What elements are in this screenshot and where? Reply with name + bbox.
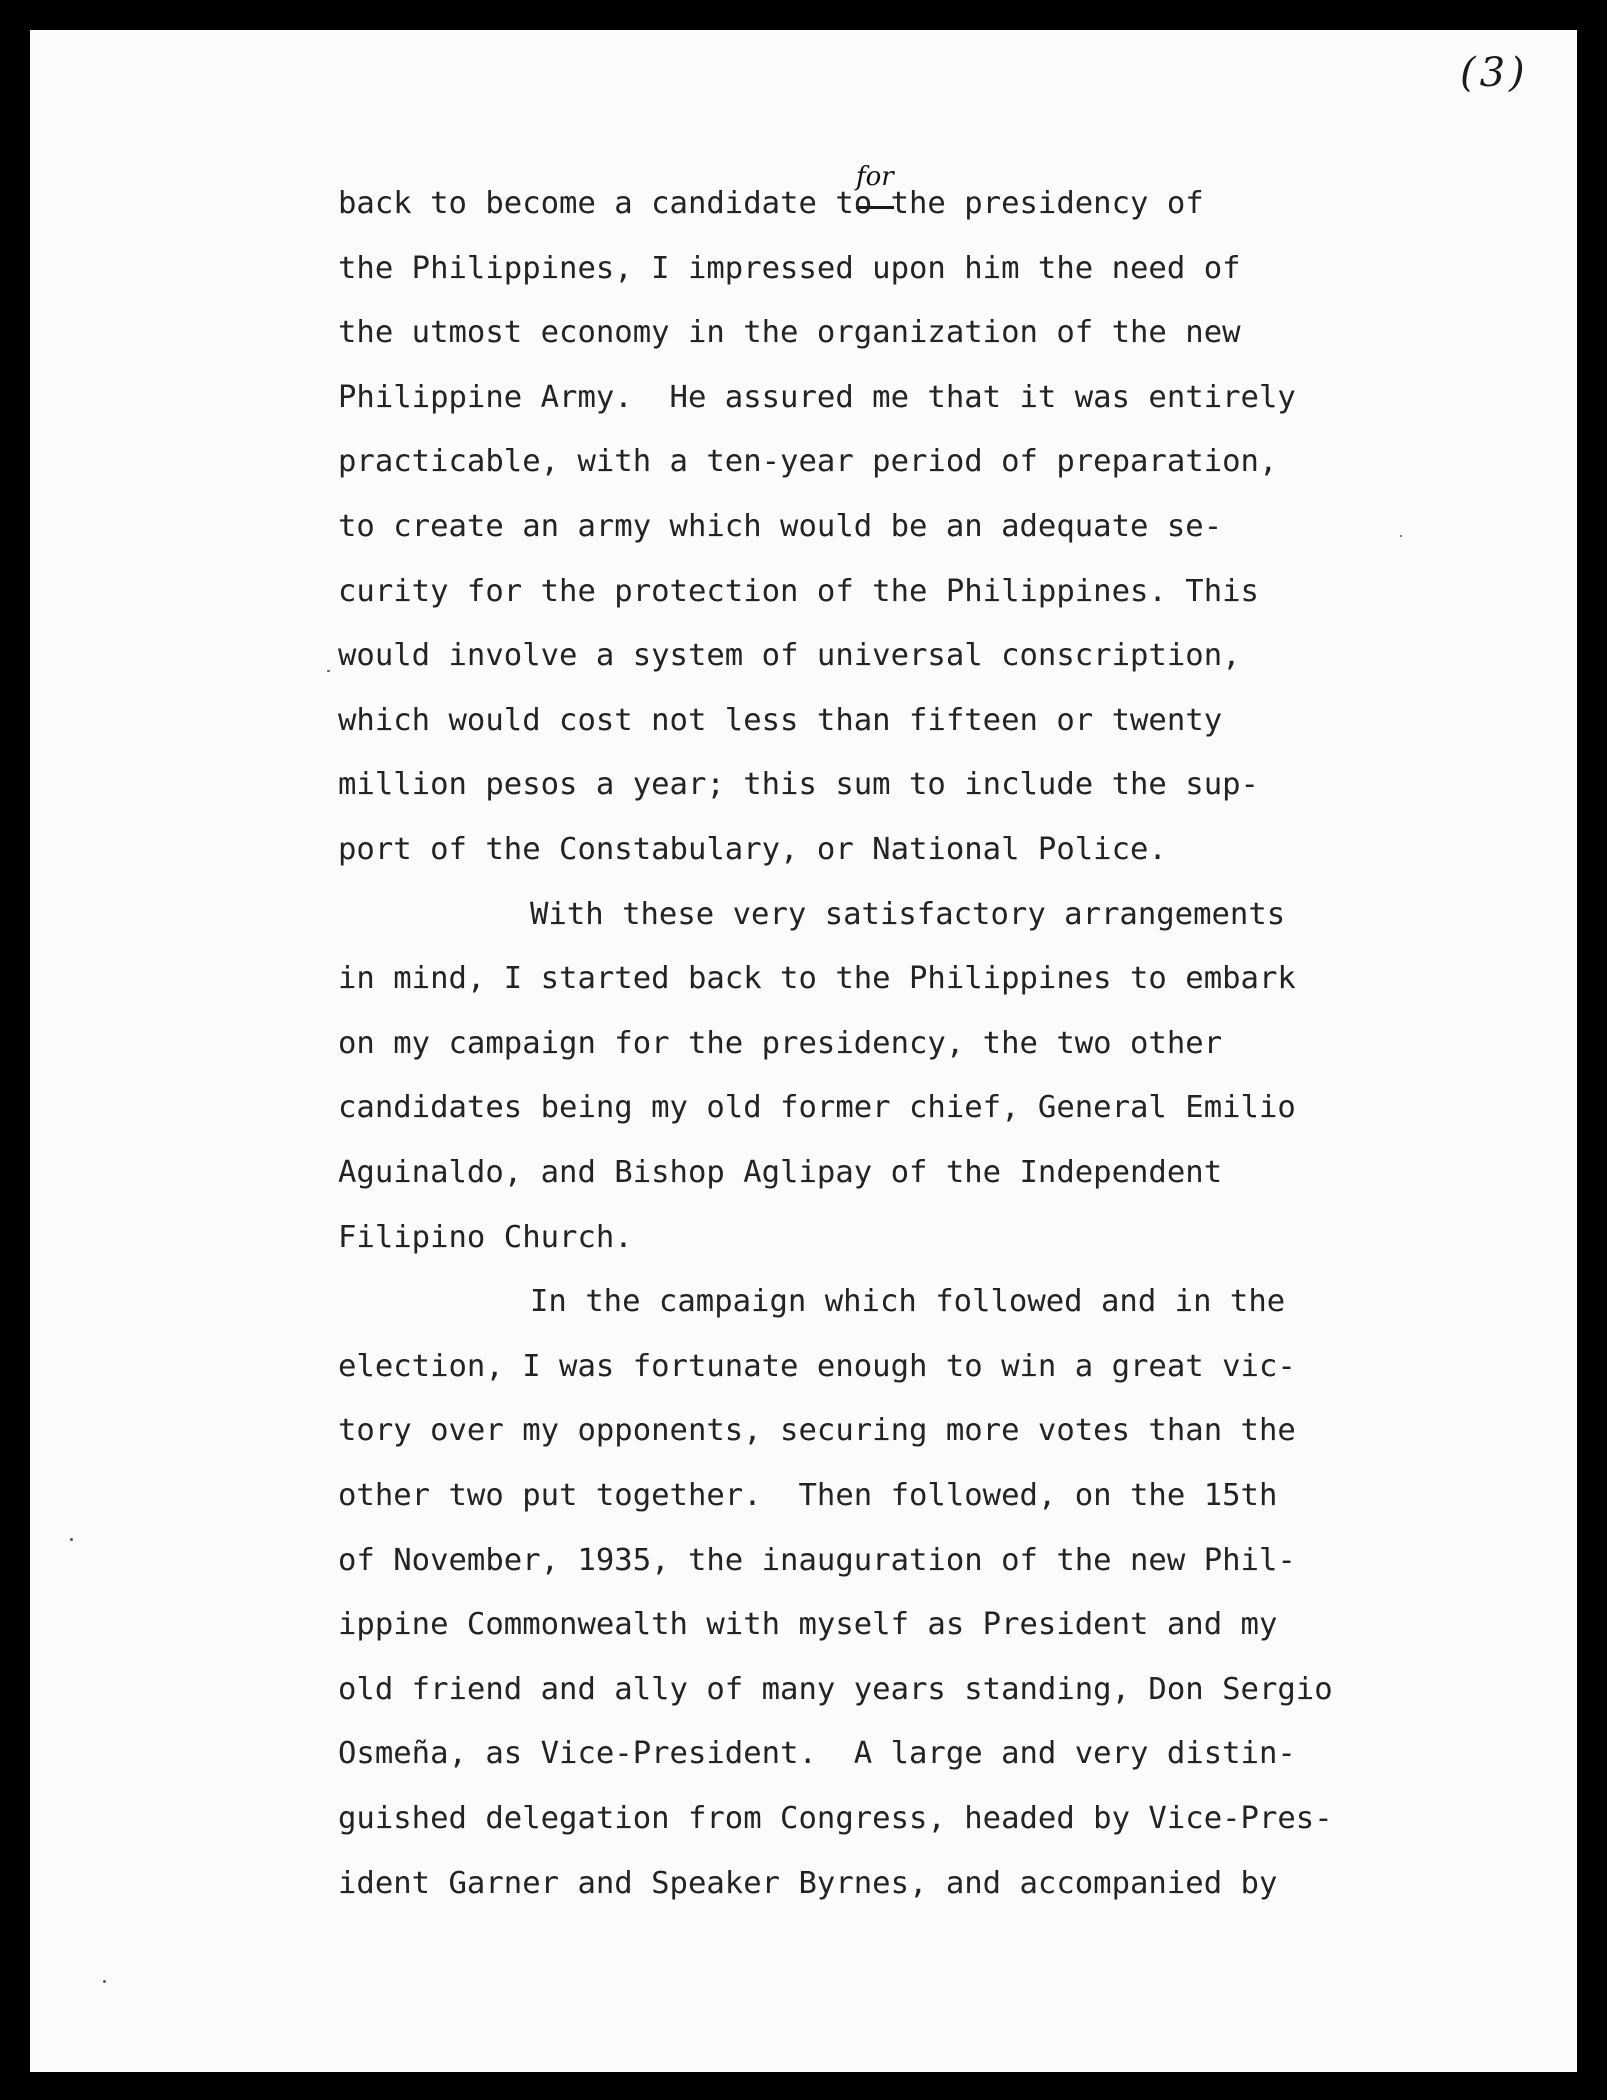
text-line: ippine Commonwealth with myself as President and my	[338, 1607, 1278, 1643]
text-line: in mind, I started back to the Philippines to embark	[338, 961, 1296, 997]
text-line: Philippine Army. He assured me that it was entirely	[338, 379, 1296, 415]
text-line: the utmost economy in the organization of the new	[338, 315, 1241, 351]
text-line: Filipino Church.	[338, 1219, 633, 1255]
text-line: port of the Constabulary, or National Police.	[338, 832, 1167, 867]
text-line: election, I was fortunate enough to win a great vic-	[338, 1348, 1296, 1384]
text-line: candidates being my old former chief, General Emilio	[338, 1090, 1296, 1126]
text-line: curity for the protection of the Philippines. This	[338, 573, 1259, 609]
text-line: of November, 1935, the inauguration of the new Phil-	[338, 1542, 1296, 1578]
text-line: would involve a system of universal conscription,	[338, 638, 1241, 674]
paragraph-first-line: In the campaign which followed and in the	[530, 1284, 1286, 1320]
text-line: the Philippines, I impressed upon him the need of	[338, 250, 1241, 286]
paper-speck	[1400, 535, 1402, 537]
text-line: guished delegation from Congress, headed by Vice-Pres-	[338, 1801, 1333, 1836]
page-number: (3)	[1460, 50, 1529, 96]
paragraph-first-line: With these very satisfactory arrangements	[530, 896, 1286, 932]
paper-speck	[103, 1980, 106, 1983]
text-line: tory over my opponents, securing more votes than the	[338, 1413, 1296, 1449]
document-page	[30, 30, 1577, 2072]
paper-speck	[327, 670, 330, 672]
text-line: practicable, with a ten-year period of preparation,	[338, 444, 1278, 480]
text-line: old friend and ally of many years standing, Don Sergio	[338, 1671, 1333, 1707]
text-line: on my campaign for the presidency, the two other	[338, 1025, 1223, 1061]
text-line: million pesos a year; this sum to include the sup-	[338, 767, 1259, 803]
text-line: ident Garner and Speaker Byrnes, and accompanied by	[338, 1865, 1278, 1901]
text-line: Osmeña, as Vice-President. A large and very distin-	[338, 1736, 1296, 1772]
paper-speck	[70, 1538, 73, 1541]
text-line: other two put together. Then followed, on the 15th	[338, 1478, 1278, 1513]
text-line: back to become a candidate to the presidency of	[338, 186, 1204, 221]
text-line: to create an army which would be an adequate se-	[338, 509, 1223, 544]
text-line: which would cost not less than fifteen or twenty	[338, 702, 1223, 738]
handwritten-insertion: for	[856, 162, 894, 192]
text-line: Aguinaldo, and Bishop Aglipay of the Independent	[338, 1155, 1223, 1190]
